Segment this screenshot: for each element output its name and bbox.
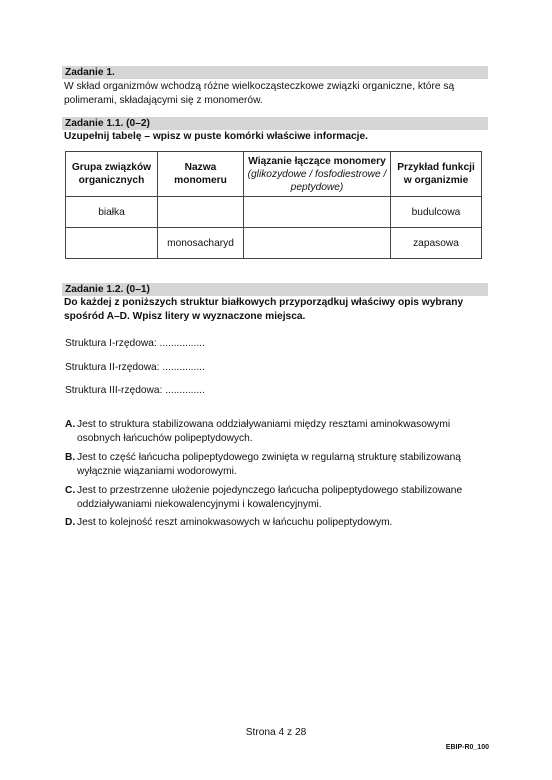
option-a [65, 418, 485, 446]
option-b [65, 451, 485, 479]
option-text: Jest to przestrzenne ułożenie pojedynczego łańcucha polipeptydowego stabilizowane oddziaływaniami niekowalencyjnymi i kowalencyjnymi. [77, 485, 463, 510]
answer-cell[interactable] [244, 197, 391, 228]
option-letter: D. [65, 517, 76, 528]
column-header-group: Grupa związków organicznych [66, 152, 158, 197]
column-header-monomer: Nazwa monomeru [158, 152, 244, 197]
table-row [66, 197, 482, 228]
answer-cell[interactable] [158, 197, 244, 228]
table-cell: monosacharyd [158, 228, 244, 259]
table-header-row [66, 152, 482, 197]
column-header-bond-title: Wiązanie łączące monomery [248, 155, 386, 167]
table-cell: zapasowa [391, 228, 482, 259]
task1-2-instruction: Do każdej z poniższych struktur białkowych przyporządkuj właściwy opis wybrany spośród A–D. Wpisz litery w wyznaczone miejsca. [64, 297, 464, 322]
option-letter: B. [65, 452, 76, 463]
option-letter: C. [65, 485, 76, 496]
task1-header: Zadanie 1. [62, 66, 488, 79]
option-letter: A. [65, 419, 76, 430]
task1-2-header: Zadanie 1.2. (0–1) [62, 283, 488, 296]
page-number: Strona 4 z 28 [245, 727, 307, 738]
column-header-bond [244, 152, 391, 197]
task1-1-instruction: Uzupełnij tabelę – wpisz w puste komórki właściwe informacje. [64, 131, 369, 142]
option-c [65, 484, 485, 512]
option-text: Jest to kolejność reszt aminokwasowych w łańcuchu polipeptydowym. [77, 517, 393, 528]
table-cell: budulcowa [391, 197, 482, 228]
column-header-bond-options: (glikozydowe / fosfodiestrowe / peptydowe) [247, 168, 387, 193]
answer-cell[interactable] [244, 228, 391, 259]
column-header-function: Przykład funkcji w organizmie [391, 152, 482, 197]
option-d [65, 516, 485, 530]
structure-2-answer[interactable]: Struktura II-rzędowa: ............... [65, 362, 205, 373]
option-text: Jest to część łańcucha polipeptydowego zwinięta w regularną strukturę stabilizowaną wyłącznie wiązaniami wodorowymi. [77, 452, 461, 477]
task1-intro: W skład organizmów wchodzą różne wielkocząsteczkowe związki organiczne, które są polimerami, składającymi się z monomerów. [64, 81, 455, 106]
structure-1-answer[interactable]: Struktura I-rzędowa: ................ [65, 338, 205, 349]
exam-code: EBIP-R0_100 [445, 744, 489, 751]
table-row [66, 228, 482, 259]
task1-1-header: Zadanie 1.1. (0–2) [62, 117, 488, 130]
option-text: Jest to struktura stabilizowana oddziaływaniami między resztami aminokwasowymi osobnych łańcuchów polipeptydowych. [77, 419, 451, 444]
structure-3-answer[interactable]: Struktura III-rzędowa: .............. [65, 385, 205, 396]
answer-table [65, 151, 482, 259]
table-cell: białka [66, 197, 158, 228]
answer-cell[interactable] [66, 228, 158, 259]
